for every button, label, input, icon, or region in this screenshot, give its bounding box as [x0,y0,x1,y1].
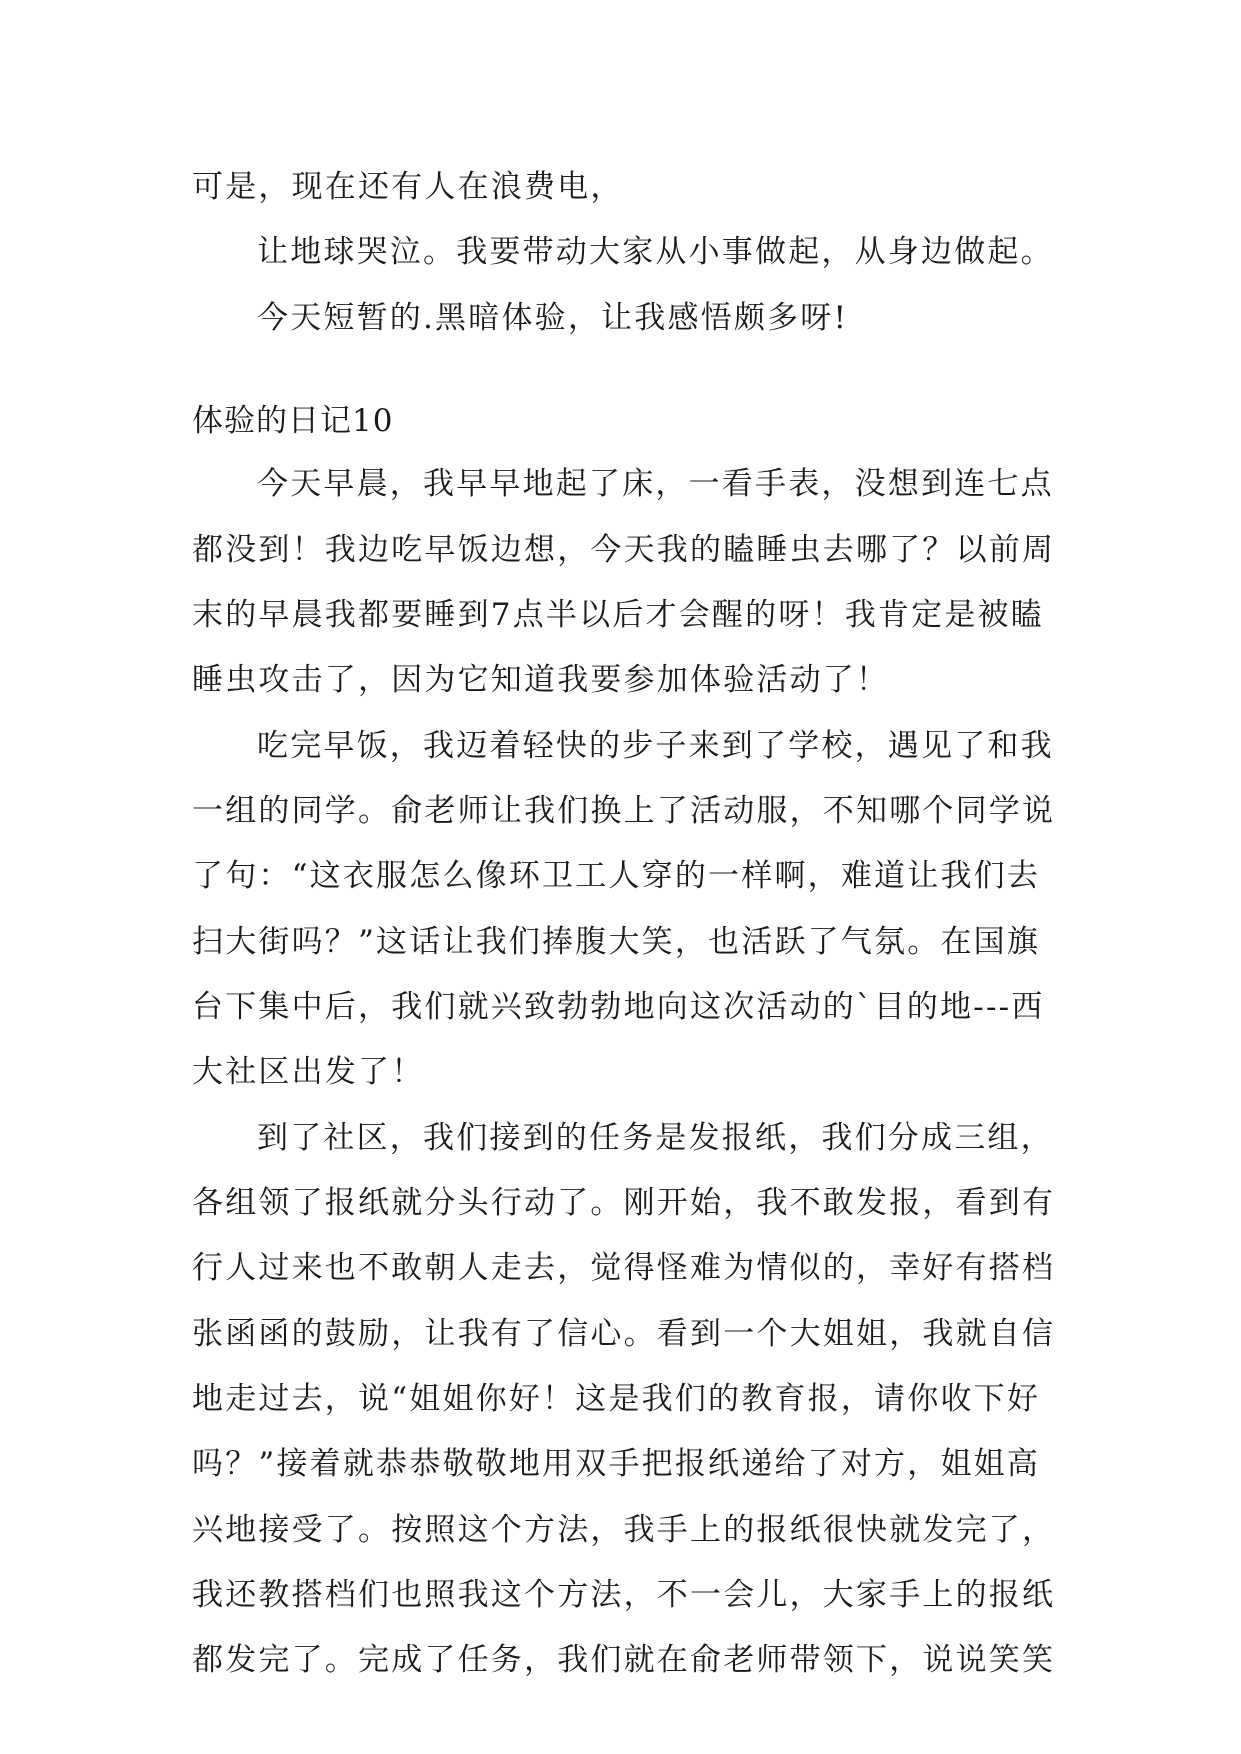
text-line: 张函函的鼓励，让我有了信心。看到一个大姐姐，我就自信 [192,1316,1056,1352]
text-line: 各组领了报纸就分头行动了。刚开始，我不敢发报，看到有 [192,1185,1056,1221]
text-line: 可是，现在还有人在浪费电， [192,169,624,205]
text-line: 行人过来也不敢朝人走去，觉得怪难为情似的，幸好有搭档 [192,1250,1056,1286]
text-line: 末的早晨我都要睡到7点半以后才会醒的呀！我肯定是被瞌 [192,597,1044,633]
text-line: 到了社区，我们接到的任务是发报纸，我们分成三组， [257,1120,1054,1156]
text-line: 一组的同学。俞老师让我们换上了活动服，不知哪个同学说 [192,793,1056,829]
text-line: 吗？”接着就恭恭敬敬地用双手把报纸递给了对方，姐姐高 [192,1446,1041,1482]
text-line: 扫大街吗？”这话让我们捧腹大笑，也活跃了气氛。在国旗 [192,924,1041,960]
text-line: 台下集中后，我们就兴致勃勃地向这次活动的`目的地---西 [192,989,1045,1025]
text-line: 今天短暂的.黑暗体验，让我感悟颇多呀! [257,300,849,336]
text-line: 大社区出发了！ [192,1054,425,1090]
text-line: 都没到！我边吃早饭边想，今天我的瞌睡虫去哪了？以前周 [192,532,1056,568]
text-line: 都发完了。完成了任务，我们就在俞老师带领下，说说笑笑 [192,1642,1056,1678]
text-line: 今天早晨，我早早地起了床，一看手表，没想到连七点 [257,466,1054,502]
text-line: 兴地接受了。按照这个方法，我手上的报纸很快就发完了， [192,1512,1056,1548]
text-line: 了句：“这衣服怎么像环卫工人穿的一样啊，难道让我们去 [192,858,1041,894]
text-line: 吃完早饭，我迈着轻快的步子来到了学校，遇见了和我 [257,728,1054,764]
section-title: 体验的日记10 [192,403,394,439]
text-line: 地走过去，说“姐姐你好！这是我们的教育报，请你收下好 [192,1381,1041,1417]
text-line: 我还教搭档们也照我这个方法，不一会儿，大家手上的报纸 [192,1577,1056,1613]
text-line: 让地球哭泣。我要带动大家从小事做起，从身边做起。 [257,234,1054,270]
text-line: 睡虫攻击了，因为它知道我要参加体验活动了！ [192,662,890,698]
